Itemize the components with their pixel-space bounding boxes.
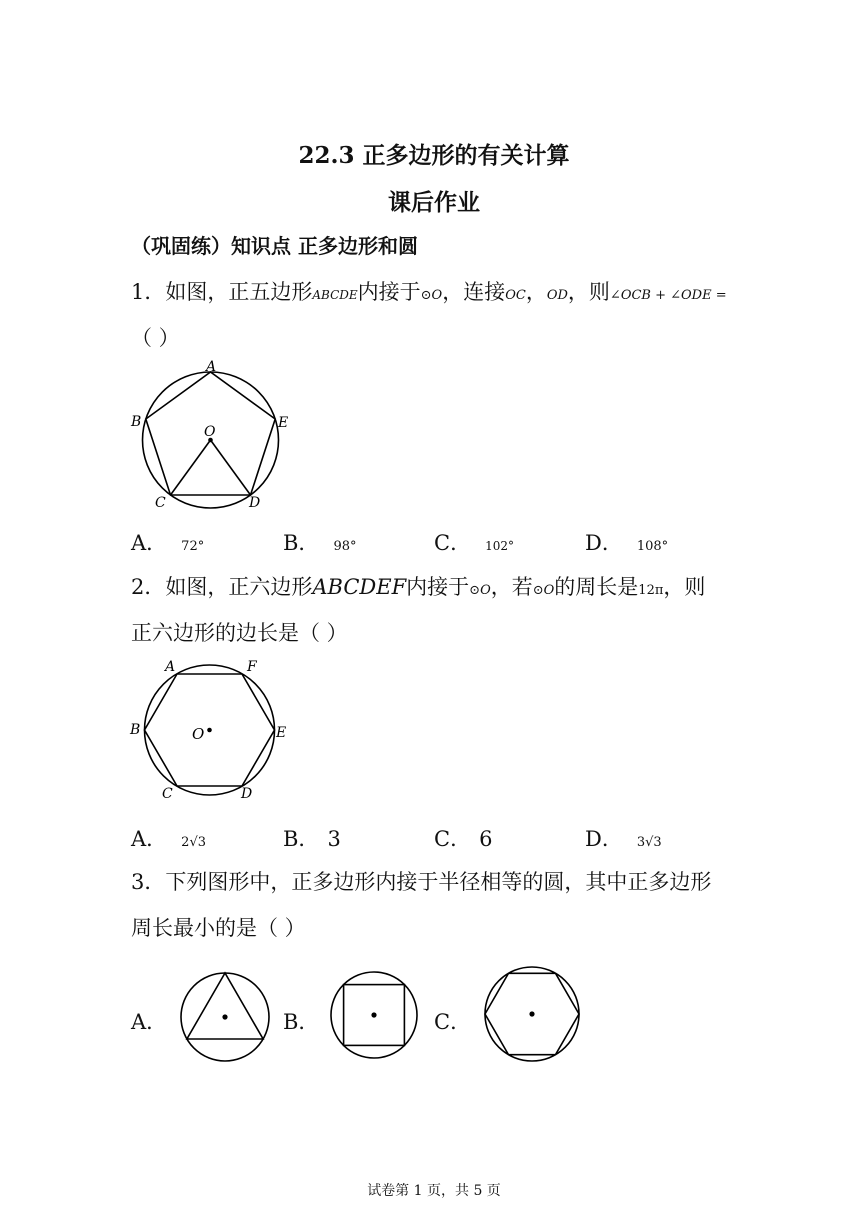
question-3-line-2: 周长最小的是（ ） — [131, 916, 306, 940]
q1-seg-oc: OC — [505, 288, 526, 303]
section-heading: （巩固练）知识点 正多边形和圆 — [131, 234, 418, 258]
q2-option-d[interactable]: D． 3√3 — [585, 827, 662, 851]
q3-option-b-square-in-circle[interactable] — [328, 970, 422, 1064]
q1-label-d: D — [249, 495, 261, 511]
q1-label-c: C — [155, 495, 166, 511]
q1-text-d: ，则 — [567, 280, 610, 304]
question-1-line-1 — [131, 276, 727, 306]
page-footer: 试卷第 1 页，共 5 页 — [367, 1183, 501, 1199]
q1-option-b[interactable]: B． 98° — [283, 531, 357, 555]
q1-polygon: ABCDE — [312, 288, 358, 302]
q1-segment-od — [211, 440, 251, 495]
q1-label-b: B — [131, 414, 142, 430]
q3-text: 下列图形中，正多边形内接于半径相等的圆，其中正多边形 — [165, 870, 712, 894]
q2-figure-hexagon-in-circle — [125, 655, 300, 805]
q1-seg-od: OD — [546, 288, 568, 303]
q1-number: 1． — [131, 280, 166, 304]
q2-label-b: B — [130, 722, 141, 738]
q2-text-e: ，则 — [663, 575, 706, 599]
q2-label-o: O — [192, 725, 205, 743]
q1-sep: ， — [525, 280, 547, 304]
q1-text-b: 内接于 — [357, 280, 421, 304]
q3-number: 3． — [131, 870, 166, 894]
page-title: 22.3 正多边形的有关计算 — [298, 142, 570, 169]
q1-text-c: ，连接 — [442, 280, 506, 304]
q1-answer-blank: （ ） — [131, 326, 180, 350]
q1-option-a[interactable]: A． 72° — [131, 531, 205, 555]
q1-label-a: A — [206, 359, 217, 375]
q3-a-center-point — [222, 1014, 227, 1019]
q2-option-a[interactable]: A． 2√3 — [131, 827, 206, 851]
q2-text-c: ，若 — [490, 575, 533, 599]
q2-label-f: F — [247, 659, 257, 675]
q2-label-d: D — [241, 786, 253, 802]
q1-label-e: E — [278, 415, 289, 431]
q2-circle: ⊙O — [469, 583, 491, 598]
q3-option-a-label[interactable]: A． — [131, 1010, 168, 1034]
q3-option-b-label[interactable]: B． — [283, 1010, 320, 1034]
page-subtitle: 课后作业 — [388, 189, 480, 216]
q2-label-a: A — [165, 659, 176, 675]
q1-text-a: 如图，正五边形 — [165, 280, 313, 304]
q2-text-d: 的周长是 — [554, 575, 639, 599]
q3-option-c-label[interactable]: C． — [434, 1010, 472, 1034]
q3-option-c-hexagon-in-circle[interactable] — [482, 966, 582, 1066]
q1-option-d[interactable]: D． 108° — [585, 531, 669, 555]
q1-segment-oc — [171, 440, 211, 495]
q2-option-b[interactable]: B． 3 — [283, 827, 341, 851]
q2-number: 2． — [131, 575, 166, 599]
q2-option-c[interactable]: C． 6 — [434, 827, 493, 851]
question-2-line-1 — [131, 571, 705, 601]
q1-figure-pentagon-in-circle — [125, 358, 300, 518]
q3-c-center-point — [529, 1011, 534, 1016]
q2-perimeter: 12π — [638, 583, 664, 598]
q2-label-e: E — [276, 725, 287, 741]
question-3-line-1 — [131, 866, 711, 896]
q2-circle-2: ⊙O — [532, 583, 555, 598]
question-2-line-2: 正六边形的边长是（ ） — [131, 621, 348, 645]
q3-option-a-triangle-in-circle[interactable] — [178, 970, 272, 1064]
q2-center-point — [207, 728, 212, 733]
q1-option-c[interactable]: C． 102° — [434, 531, 514, 555]
q2-text-b: 内接于 — [406, 575, 470, 599]
q1-label-o: O — [204, 424, 216, 440]
q1-circle: ⊙O — [420, 288, 443, 303]
q1-expression: ∠OCB + ∠ODE = — [609, 288, 727, 303]
q2-label-c: C — [162, 786, 173, 802]
q2-polygon: ABCDEF — [312, 575, 407, 599]
q3-b-center-point — [371, 1012, 376, 1017]
q2-text-a: 如图，正六边形 — [165, 575, 313, 599]
